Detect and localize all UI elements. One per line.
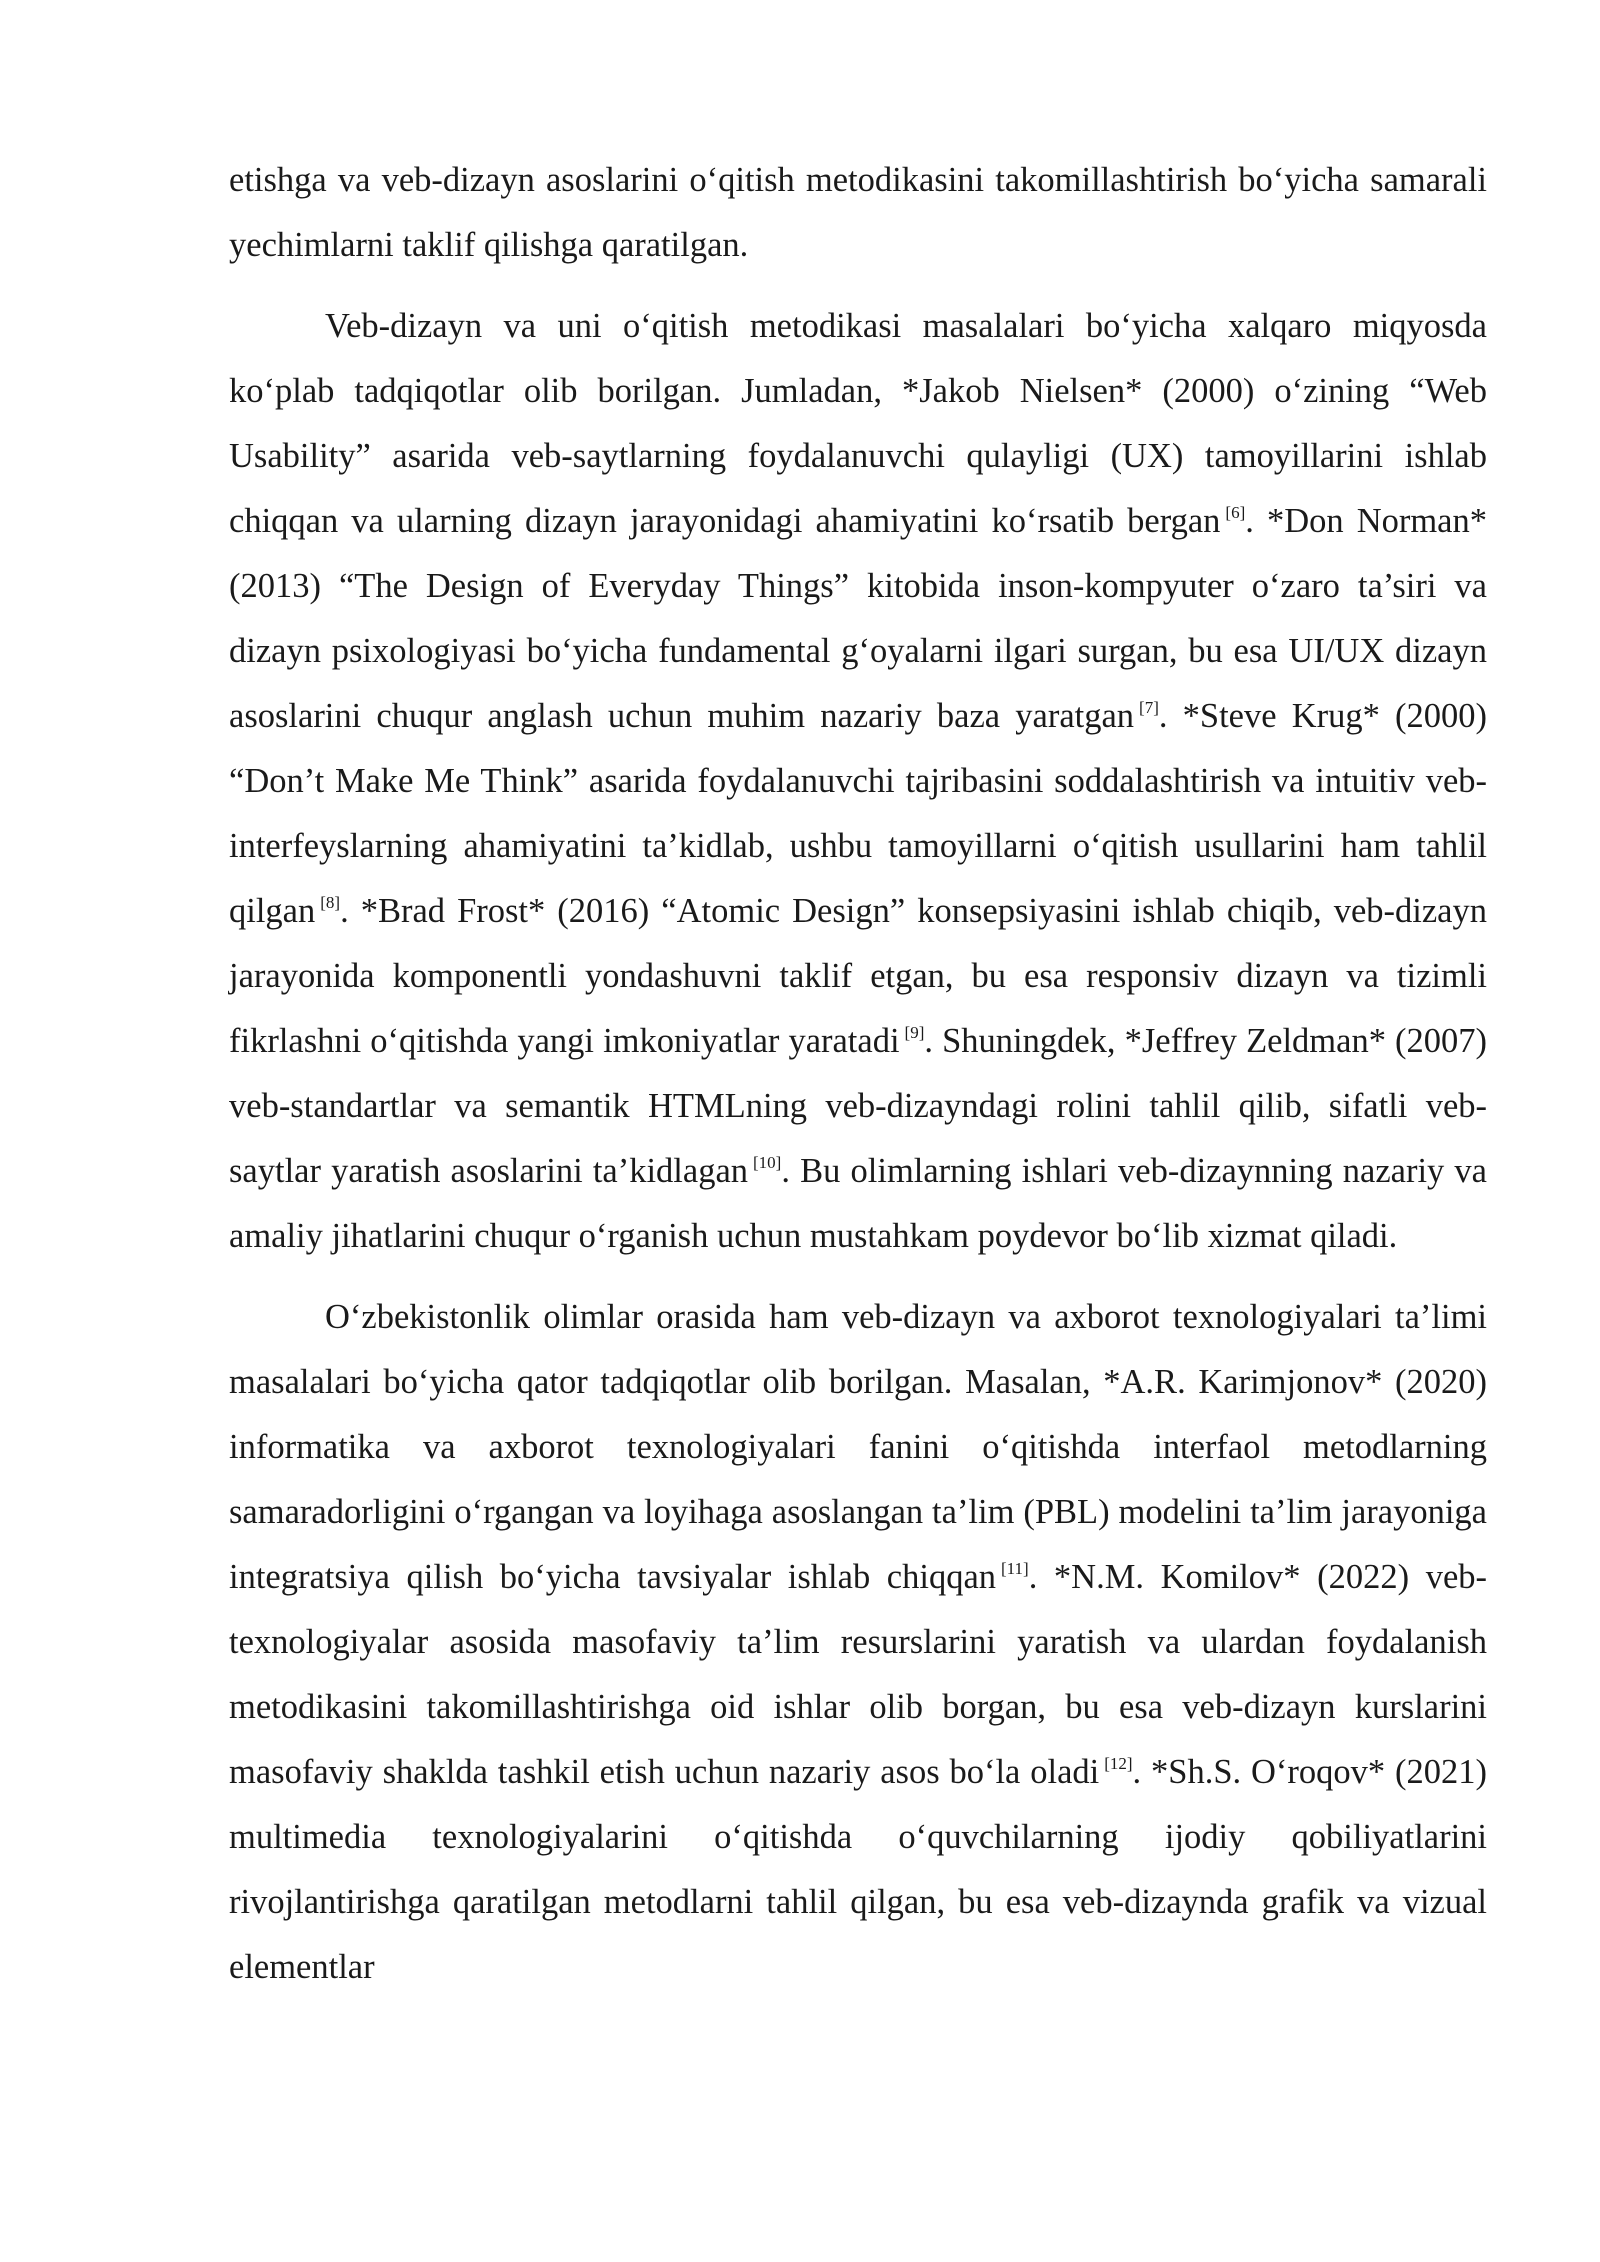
paragraph-text: etishga va veb-dizayn asoslarini o‘qitish metodikasini takomillashtirish bo‘yicha samarali yechimlarni taklif qilishga qaratilgan.: [229, 161, 1487, 264]
paragraph-3: [229, 1285, 1487, 2000]
citation-ref: [9]: [904, 1023, 925, 1042]
paragraph-text: O‘zbekistonlik olimlar orasida ham veb-dizayn va axborot texnologiyalari ta’limi masalalari bo‘yicha qator tadqiqotlar olib borilgan. Masalan, *A.R. Karimjonov* (2020) informatika va axborot texnologiyalari fanini o‘qitishda interfaol metodlarning samaradorligini o‘rgangan va loyihaga asoslangan ta’lim (PBL) modelini ta’lim jarayoniga integratsiya qilish bo‘yicha tavsiyalar ishlab chiqqan: [229, 1298, 1487, 1596]
citation-ref: [11]: [1001, 1559, 1029, 1578]
citation-ref: [8]: [320, 893, 341, 912]
paragraph-text: . *Don Norman* (2013) “The Design of Everyday Things” kitobida inson-kompyuter o‘zaro ta’siri va dizayn psixologiyasi bo‘yicha fundamental g‘oyalarni ilgari surgan, bu esa UI/UX dizayn asoslarini chuqur anglash uchun muhim nazariy baza yaratgan: [229, 502, 1487, 735]
paragraph-text: . *N.M. Komilov* (2022) veb-texnologiyalar asosida masofaviy ta’lim resurslarini yaratish va ulardan foydalanish metodikasini takomillashtirishga oid ishlar olib borgan, bu esa veb-dizayn kurslarini masofaviy shaklda tashkil etish uchun nazariy asos bo‘la oladi: [229, 1558, 1487, 1791]
citation-ref: [6]: [1225, 503, 1246, 522]
citation-ref: [7]: [1139, 698, 1159, 717]
paragraph-text: . Bu olimlarning ishlari veb-dizaynning nazariy va amaliy jihatlarini chuqur o‘rganish uchun mustahkam poydevor bo‘lib xizmat qiladi.: [229, 1152, 1487, 1255]
citation-ref: [10]: [753, 1153, 782, 1172]
paragraph-text: . *Sh.S. O‘roqov* (2021) multimedia texnologiyalarini o‘qitishda o‘quvchilarning ijodiy qobiliyatlarini rivojlantirishga qaratilgan metodlarni tahlil qilgan, bu esa veb-dizaynda grafik va vizual elementlar: [229, 1753, 1487, 1986]
paragraph-2: [229, 294, 1487, 1269]
document-page: [229, 148, 1487, 2000]
paragraph-text: . *Steve Krug* (2000) “Don’t Make Me Think” asarida foydalanuvchi tajribasini soddalashtirish va intuitiv veb-interfeyslarning ahamiyatini ta’kidlab, ushbu tamoyillarni o‘qitish usullarini ham tahlil qilgan: [229, 697, 1487, 930]
paragraph-text: Veb-dizayn va uni o‘qitish metodikasi masalalari bo‘yicha xalqaro miqyosda ko‘plab tadqiqotlar olib borilgan. Jumladan, *Jakob Nielsen* (2000) o‘zining “Web Usability” asarida veb-saytlarning foydalanuvchi qulayligi (UX) tamoyillarini ishlab chiqqan va ularning dizayn jarayonidagi ahamiyatini ko‘rsatib bergan: [229, 307, 1487, 540]
paragraph-1: [229, 148, 1487, 278]
paragraph-text: . *Brad Frost* (2016) “Atomic Design” konsepsiyasini ishlab chiqib, veb-dizayn jarayonida komponentli yondashuvni taklif etgan, bu esa responsiv dizayn va tizimli fikrlashni o‘qitishda yangi imkoniyatlar yaratadi: [229, 892, 1487, 1060]
paragraph-text: . Shuningdek, *Jeffrey Zeldman* (2007) veb-standartlar va semantik HTMLning veb-dizayndagi rolini tahlil qilib, sifatli veb-saytlar yaratish asoslarini ta’kidlagan: [229, 1022, 1487, 1190]
citation-ref: [12]: [1104, 1754, 1133, 1773]
